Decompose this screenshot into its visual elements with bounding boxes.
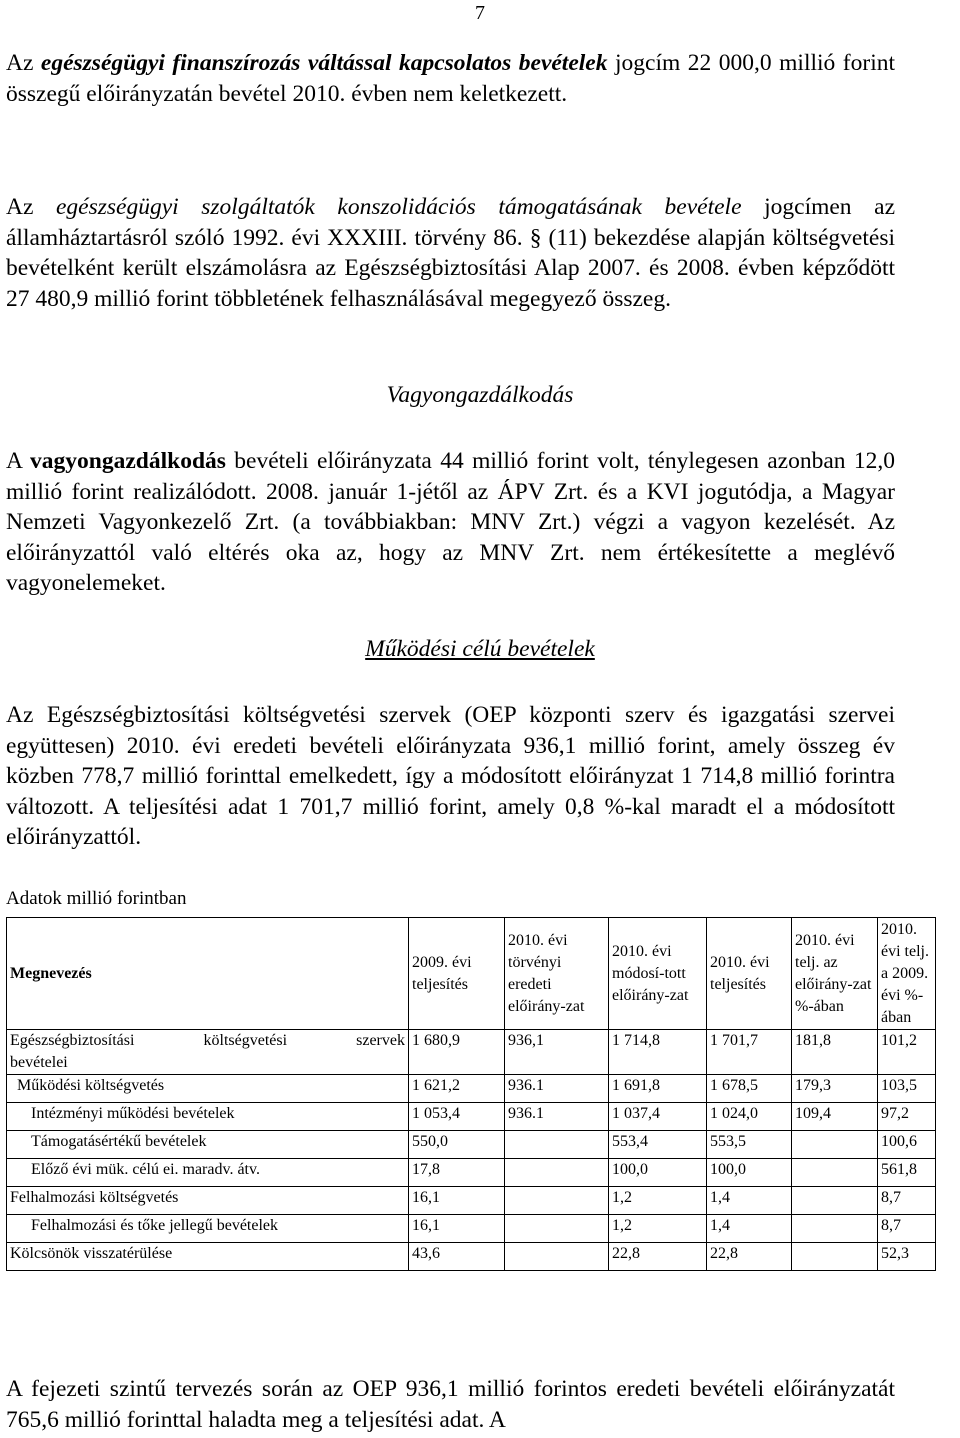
- cell: 43,6: [409, 1243, 505, 1271]
- cell: [505, 1215, 609, 1243]
- row-label: Működési költségvetés: [7, 1075, 409, 1103]
- row-label-part: költségvetési: [203, 1032, 288, 1049]
- cell: 22,8: [707, 1243, 792, 1271]
- cell: [505, 1243, 609, 1271]
- cell: 1 053,4: [409, 1103, 505, 1131]
- header-2010-original: 2010. évi törvényi eredeti előirány-zat: [505, 918, 609, 1030]
- p3-text-a: A: [6, 448, 31, 474]
- cell: 550,0: [409, 1131, 505, 1159]
- cell: 1 037,4: [609, 1103, 707, 1131]
- heading-asset-management: Vagyongazdálkodás: [386, 382, 574, 408]
- cell: 100,0: [707, 1159, 792, 1187]
- cell: 100,6: [878, 1131, 936, 1159]
- cell: 1 680,9: [409, 1030, 505, 1075]
- cell: 553,5: [707, 1131, 792, 1159]
- row-label: Felhalmozási költségvetés: [7, 1187, 409, 1215]
- cell: 936,1: [505, 1030, 609, 1075]
- table-row: [7, 1187, 936, 1215]
- header-pct-appropriation: 2010. évi telj. az előirány-zat %-ában: [792, 918, 878, 1030]
- table-row: [7, 1243, 936, 1271]
- paragraph-chapter-planning: A fejezeti szintű tervezés során az OEP 936,1 millió forintos eredeti bevételi előirányzatát 765,6 millió forinttal haladta meg a teljesítési adat. A: [6, 1376, 895, 1433]
- p1-text-a: Az: [6, 50, 41, 76]
- cell: 1 621,2: [409, 1075, 505, 1103]
- row-label: Előző évi mük. célú ei. maradv. átv.: [7, 1159, 409, 1187]
- cell: [792, 1215, 878, 1243]
- cell: 22,8: [609, 1243, 707, 1271]
- cell: 936.1: [505, 1075, 609, 1103]
- p3-text-c: bevételi előirányzata 44 millió forint volt, ténylegesen azonban 12,0 millió forint realizálódott. 2008. január 1-jétől az ÁPV Zrt. és a KVI jogutódja, a Magyar Nemzeti Vagyonkezelő Zrt. (a továbbiakban: MNV Zrt.) végzi a vagyon kezelését. Az előirányzattól való eltérés oka az, hogy az MNV Zrt. nem értékesítette a meglévő vagyonelemeket.: [6, 448, 895, 597]
- table-row: [7, 1131, 936, 1159]
- cell: 109,4: [792, 1103, 878, 1131]
- cell: 1 701,7: [707, 1030, 792, 1075]
- cell: 1 691,8: [609, 1075, 707, 1103]
- cell: 8,7: [878, 1215, 936, 1243]
- cell: 1,4: [707, 1215, 792, 1243]
- cell: 17,8: [409, 1159, 505, 1187]
- row-label: Kölcsönök visszatérülése: [7, 1243, 409, 1271]
- cell: 1,4: [707, 1187, 792, 1215]
- cell: 16,1: [409, 1215, 505, 1243]
- row-label: Támogatásértékű bevételek: [7, 1131, 409, 1159]
- cell: [505, 1159, 609, 1187]
- cell: 1 678,5: [707, 1075, 792, 1103]
- row-label-part: szervek: [356, 1032, 405, 1049]
- row-label: [7, 1030, 409, 1075]
- cell: 8,7: [878, 1187, 936, 1215]
- header-2010-actual: 2010. évi teljesítés: [707, 918, 792, 1030]
- header-name: Megnevezés: [7, 918, 409, 1030]
- paragraph-operating-revenues: Az Egészségbiztosítási költségvetési szervek (OEP központi szerv és igazgatási szervei együttesen) 2010. évi eredeti bevételi előirányzata 936,1 millió forint, amely összeg év közben 778,7 millió forinttal emelkedett, így a módosított előirányzat 1 714,8 millió forintra változott. A teljesítési adat 1 701,7 millió forint, amely 0,8 %-kal maradt el a módosított előirányzattól.: [6, 702, 895, 851]
- row-label: Intézményi működési bevételek: [7, 1103, 409, 1131]
- cell: [505, 1131, 609, 1159]
- heading-operating-revenues: Működési célú bevételek: [365, 636, 595, 662]
- paragraph-consolidation: [6, 192, 895, 314]
- cell: 561,8: [878, 1159, 936, 1187]
- p2-emphasis: egészségügyi szolgáltatók konszolidációs támogatásának bevétele: [55, 194, 742, 220]
- cell: 101,2: [878, 1030, 936, 1075]
- cell: 181,8: [792, 1030, 878, 1075]
- cell: 97,2: [878, 1103, 936, 1131]
- cell: 100,0: [609, 1159, 707, 1187]
- table-row: [7, 1103, 936, 1131]
- p2-text-c: jogcímen az államháztartásról szóló 1992. évi XXXIII. törvény 86. § (11) bekezdése alapján költségvetési bevételként került elszámolásra az Egészségbiztosítási Alap 2007. és 2008. évben képződött 27 480,9 millió forint többletének felhasználásával megegyező összeg.: [6, 194, 895, 312]
- p3-emphasis: vagyongazdálkodás: [30, 448, 226, 474]
- table-caption: Adatok millió forintban: [6, 888, 187, 909]
- cell: [505, 1187, 609, 1215]
- cell: 179,3: [792, 1075, 878, 1103]
- cell: 553,4: [609, 1131, 707, 1159]
- cell: 1,2: [609, 1187, 707, 1215]
- page-number: 7: [475, 2, 485, 24]
- cell: 1,2: [609, 1215, 707, 1243]
- cell: [792, 1187, 878, 1215]
- cell: 1 714,8: [609, 1030, 707, 1075]
- table-row: [7, 1030, 936, 1075]
- cell: 936.1: [505, 1103, 609, 1131]
- header-2009-actual: 2009. évi teljesítés: [409, 918, 505, 1030]
- paragraph-healthcare-financing: [6, 48, 895, 109]
- row-label-part: bevételei: [10, 1054, 68, 1071]
- header-pct-2009: 2010. évi telj. a 2009. évi %-ában: [878, 918, 936, 1030]
- table-header-row: [7, 918, 936, 1030]
- cell: 16,1: [409, 1187, 505, 1215]
- cell: [792, 1131, 878, 1159]
- table-row: [7, 1075, 936, 1103]
- p1-emphasis: egészségügyi finanszírozás váltással kapcsolatos bevételek: [40, 50, 608, 76]
- header-2010-modified: 2010. évi módosí-tott előirány-zat: [609, 918, 707, 1030]
- paragraph-asset-management: [6, 446, 895, 599]
- p2-text-a: Az: [6, 194, 56, 220]
- cell: 52,3: [878, 1243, 936, 1271]
- table-row: [7, 1159, 936, 1187]
- cell: 1 024,0: [707, 1103, 792, 1131]
- cell: [792, 1159, 878, 1187]
- cell: [792, 1243, 878, 1271]
- row-label-part: Egészségbiztosítási: [10, 1032, 135, 1049]
- table-row: [7, 1215, 936, 1243]
- p1-text-c: jogcím 22 000,0 millió forint összegű előirányzatán bevétel 2010. évben nem keletkezett.: [6, 50, 895, 107]
- row-label: Felhalmozási és tőke jellegű bevételek: [7, 1215, 409, 1243]
- revenue-table: [6, 917, 936, 1271]
- cell: 103,5: [878, 1075, 936, 1103]
